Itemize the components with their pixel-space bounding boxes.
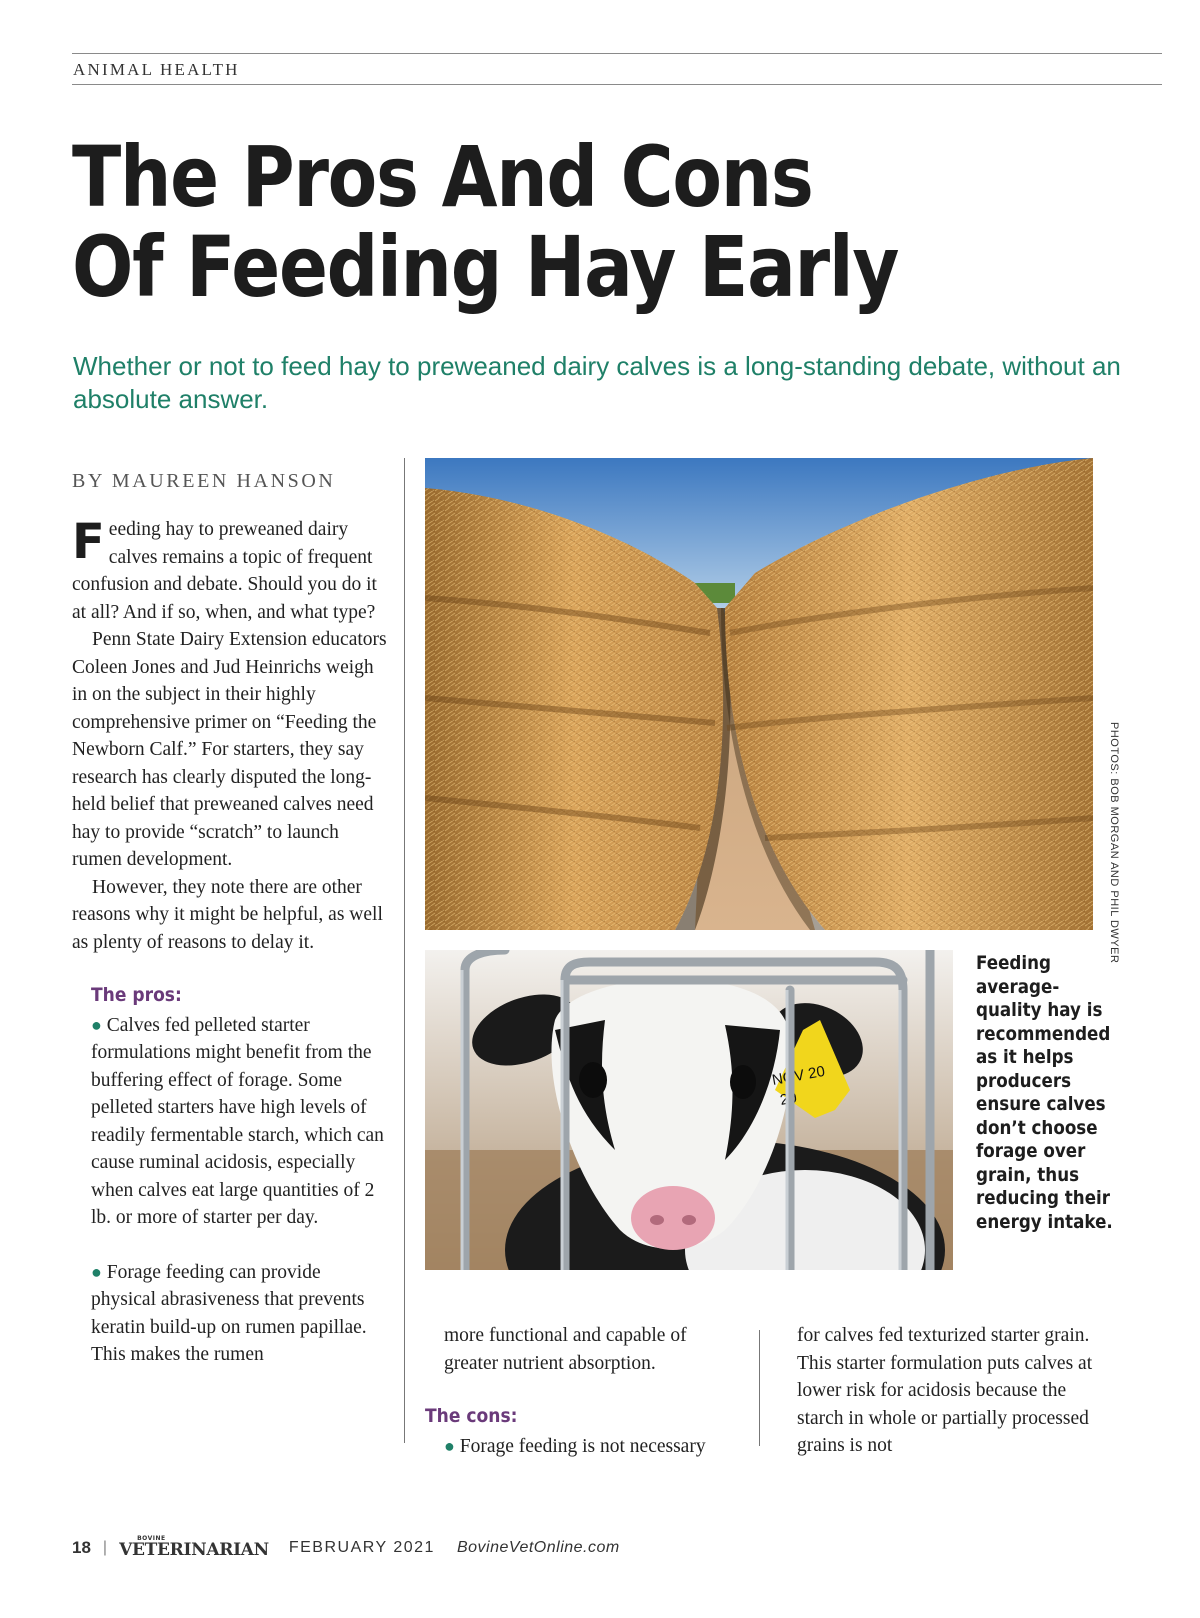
column-2 <box>425 1322 745 1460</box>
bullet-icon: ● <box>444 1435 455 1456</box>
bullet-icon: ● <box>91 1261 102 1282</box>
hay-bales-illustration <box>425 458 1093 930</box>
paragraph-3: However, they note there are other reasons why it might be helpful, as well as plenty of reasons to delay it. <box>72 876 383 953</box>
column-1 <box>72 516 390 1369</box>
footer-separator: | <box>102 1538 108 1556</box>
drop-cap: F <box>72 514 105 570</box>
column-rule-1 <box>404 458 405 1443</box>
logo-small-text: BOVINE <box>137 1535 166 1542</box>
photo-caption: Feeding average-quality hay is recommended as it helps producers ensure calves don’t choose forage over grain, thus reducing their energy intake. <box>976 952 1113 1233</box>
headline-line-2: Of Feeding Hay Early <box>72 218 899 316</box>
hay-bales-photo <box>425 458 1093 930</box>
footer <box>72 1536 620 1559</box>
website-link[interactable]: BovineVetOnline.com <box>456 1538 620 1556</box>
pros-bullet-1: ● Calves fed pelleted starter formulations might benefit from the buffering effect of forage. Some pelleted starters have high levels of readily fermentable starch, which can cause ruminal acidosis, especially when calves eat large quantities of 2 lb. or more of starter per day. <box>91 1014 384 1228</box>
paragraph-2: Penn State Dairy Extension educators Coleen Jones and Jud Heinrichs weigh in on the subject in their highly comprehensive primer on “Feeding the Newborn Calf.” For starters, they say research has clearly disputed the long-held belief that preweaned calves need hay to provide “scratch” to launch rumen development. <box>72 629 387 870</box>
logo-main-text: VETERINARIAN <box>119 1540 269 1560</box>
column-3 <box>797 1322 1097 1460</box>
deck: Whether or not to feed hay to preweaned dairy calves is a long-standing debate, without an absolute answer. <box>73 351 1121 414</box>
column-rule-2 <box>759 1330 760 1446</box>
headline <box>72 128 984 316</box>
cons-bullet-1: ● Forage feeding is not necessary <box>444 1435 706 1457</box>
photo-credit: PHOTOS: BOB MORGAN AND PHIL DWYER <box>1108 722 1120 964</box>
paragraph-1: Feeding hay to preweaned dairy calves remains a topic of frequent confusion and debate. Should you do it at all? And if so, when, and what type? <box>72 514 377 623</box>
ear-tag-line-1: NOV 20 <box>770 1062 827 1089</box>
calf-illustration <box>425 950 953 1270</box>
page-number: 18 <box>72 1537 91 1557</box>
section-label: ANIMAL HEALTH <box>73 60 240 79</box>
issue-date: FEBRUARY 2021 <box>288 1538 435 1556</box>
byline: BY MAUREEN HANSON <box>72 470 336 492</box>
calf-photo <box>425 950 953 1270</box>
headline-line-1: The Pros And Cons <box>72 128 813 226</box>
top-rule <box>72 53 1162 54</box>
pros-heading: The pros: <box>91 984 182 1006</box>
cons-heading: The cons: <box>425 1405 518 1427</box>
column-3-text: for calves fed texturized starter grain. This starter formulation puts calves at lower risk for acidosis because the starch in whole or partially processed grains is not <box>797 1325 1093 1456</box>
section-rule <box>72 84 1162 85</box>
bullet-icon: ● <box>91 1014 102 1035</box>
column-2-continuation: more functional and capable of greater nutrient absorption. <box>444 1325 687 1374</box>
magazine-logo <box>119 1536 269 1559</box>
pros-bullet-2: ● Forage feeding can provide physical abrasiveness that prevents keratin build-up on rumen papillae. This makes the rumen <box>91 1261 367 1365</box>
ear-tag-line-2: 20 <box>778 1089 799 1109</box>
